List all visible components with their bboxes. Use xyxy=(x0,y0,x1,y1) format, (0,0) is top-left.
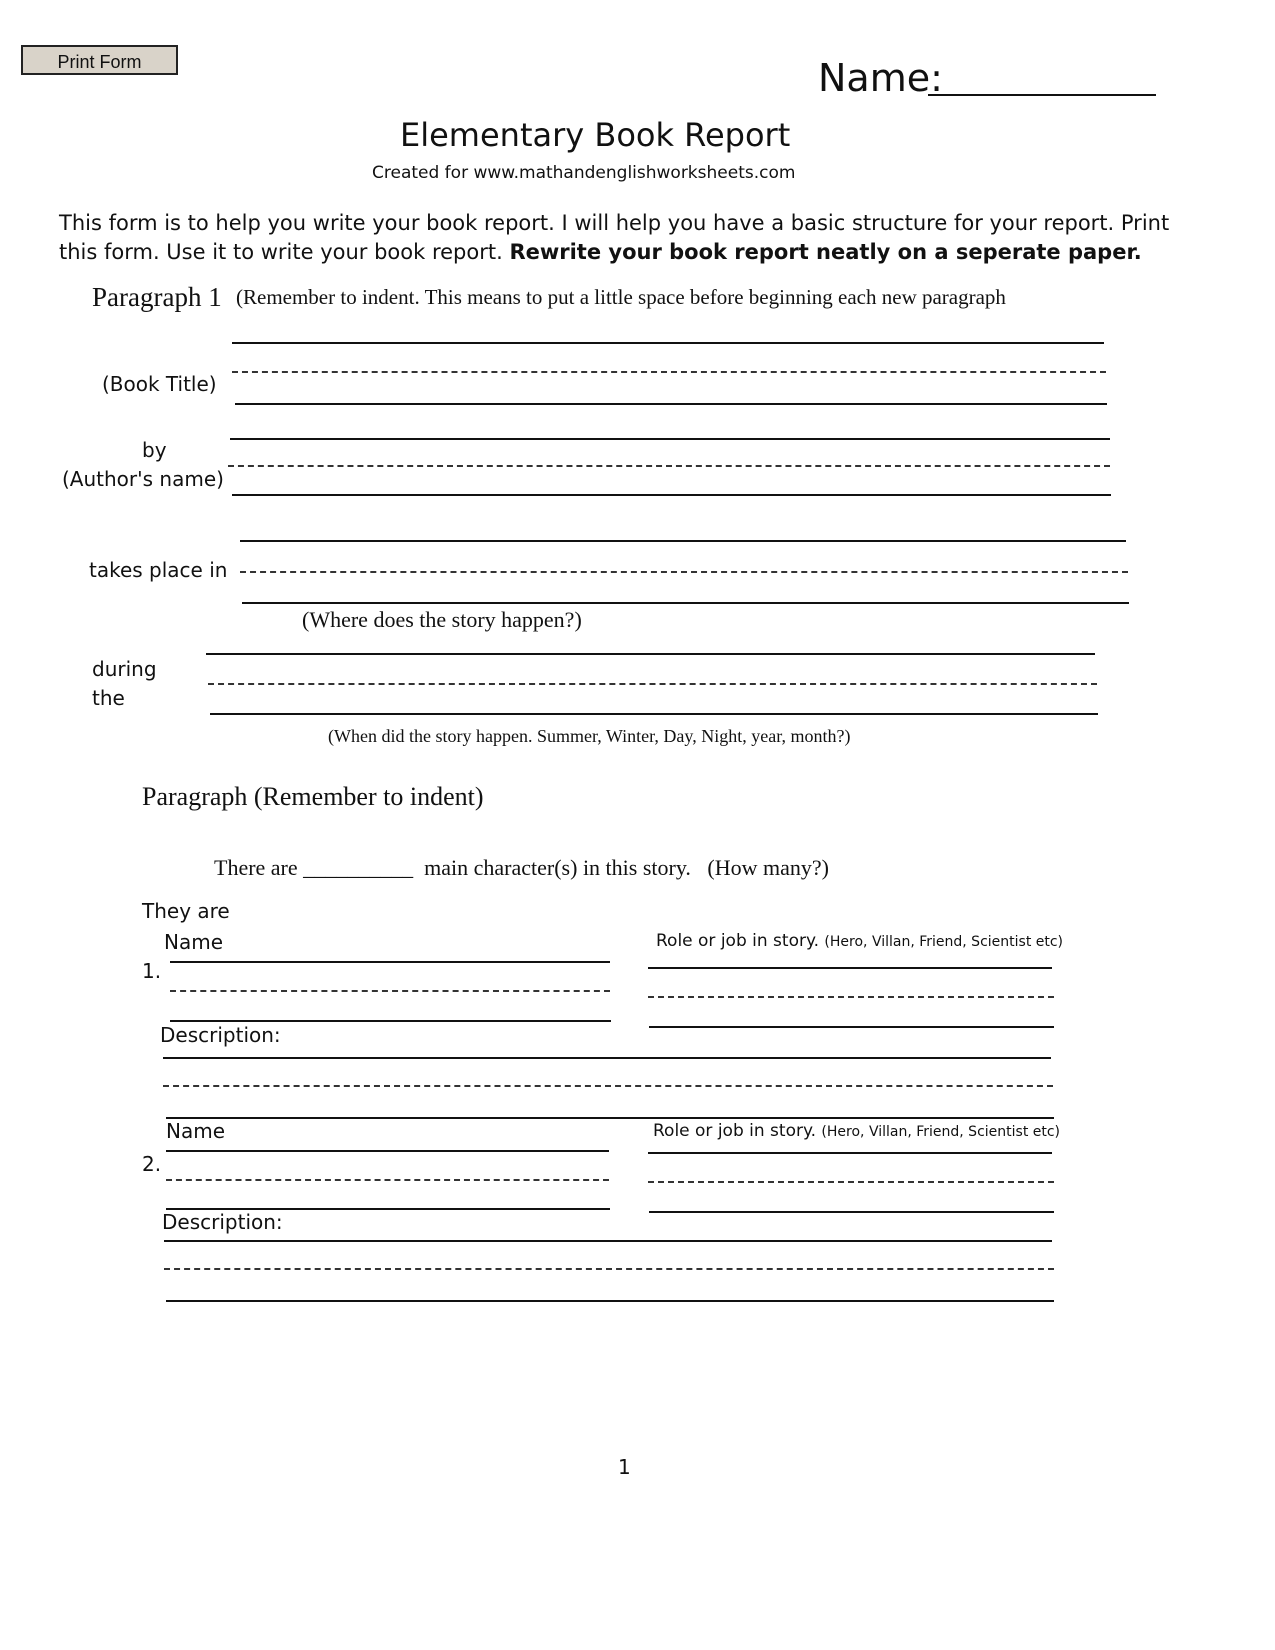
character2-role-text: Role or job in story. xyxy=(653,1121,817,1141)
paragraph1-heading: Paragraph 1 xyxy=(92,282,222,312)
book-title-label: (Book Title) xyxy=(102,372,217,396)
intro-plain: this form. Use it to write your book report. xyxy=(59,240,510,264)
character1-role-text: Role or job in story. xyxy=(656,931,820,951)
intro-line-1: This form is to help you write your book report. I will help you have a basic structure for your report. Print xyxy=(59,211,1170,235)
character1-number: 1. xyxy=(142,959,162,983)
the-label: the xyxy=(92,686,125,710)
book-title-line-2[interactable] xyxy=(232,371,1106,373)
character2-role-hint: (Hero, Villan, Friend, Scientist etc) xyxy=(821,1124,1061,1140)
author-line-1[interactable] xyxy=(230,438,1110,440)
character2-name-line-2[interactable] xyxy=(166,1179,609,1181)
character-count-sentence: There are __________ main character(s) in this story. (How many?) xyxy=(214,855,829,880)
character2-role-line-2[interactable] xyxy=(648,1181,1054,1183)
character1-role-line-1[interactable] xyxy=(648,967,1052,969)
author-line-3[interactable] xyxy=(232,494,1111,496)
character1-role-label xyxy=(656,931,1063,951)
character2-description-line-1[interactable] xyxy=(164,1240,1052,1242)
character1-description-label: Description: xyxy=(160,1023,281,1047)
character1-description-line-1[interactable] xyxy=(163,1057,1051,1059)
name-label: Name: xyxy=(818,56,943,100)
name-field[interactable] xyxy=(928,94,1156,96)
character2-role-line-1[interactable] xyxy=(648,1152,1052,1154)
intro-bold: Rewrite your book report neatly on a seperate paper. xyxy=(509,240,1142,264)
character2-name-line-1[interactable] xyxy=(166,1150,609,1152)
character2-description-label: Description: xyxy=(162,1210,283,1234)
page-number: 1 xyxy=(618,1455,631,1479)
character1-name-label: Name xyxy=(164,930,224,954)
place-line-2[interactable] xyxy=(240,571,1128,573)
character2-description-line-2[interactable] xyxy=(164,1268,1054,1270)
paragraph1-note: (Remember to indent. This means to put a little space before beginning each new paragraph xyxy=(236,285,1006,309)
character2-role-label xyxy=(653,1121,1060,1141)
place-line-3[interactable] xyxy=(242,602,1129,604)
character1-role-hint: (Hero, Villan, Friend, Scientist etc) xyxy=(824,934,1064,950)
character1-role-line-2[interactable] xyxy=(648,996,1054,998)
print-form-button[interactable]: Print Form xyxy=(21,45,178,75)
character2-name-label: Name xyxy=(166,1119,226,1143)
takes-place-label: takes place in xyxy=(89,558,228,582)
time-line-2[interactable] xyxy=(208,683,1097,685)
intro-line-2 xyxy=(59,240,1142,264)
character1-name-line-1[interactable] xyxy=(170,961,610,963)
character1-role-line-3[interactable] xyxy=(649,1026,1054,1028)
time-line-3[interactable] xyxy=(210,713,1098,715)
book-title-line-3[interactable] xyxy=(235,403,1107,405)
author-label: (Author's name) xyxy=(62,467,224,491)
character1-name-line-3[interactable] xyxy=(170,1020,611,1022)
place-line-1[interactable] xyxy=(240,540,1126,542)
time-line-1[interactable] xyxy=(206,653,1095,655)
during-label: during xyxy=(92,657,157,681)
character2-description-line-3[interactable] xyxy=(166,1300,1054,1302)
author-line-2[interactable] xyxy=(228,465,1110,467)
page-title: Elementary Book Report xyxy=(400,116,791,154)
they-are-label: They are xyxy=(142,899,230,923)
character1-description-line-2[interactable] xyxy=(163,1085,1053,1087)
where-hint: (Where does the story happen?) xyxy=(302,607,582,632)
character1-description-line-3[interactable] xyxy=(166,1117,1054,1119)
by-label: by xyxy=(142,438,167,462)
character2-role-line-3[interactable] xyxy=(649,1211,1054,1213)
character1-name-line-2[interactable] xyxy=(170,990,610,992)
paragraph2-heading: Paragraph (Remember to indent) xyxy=(142,782,484,811)
when-hint: (When did the story happen. Summer, Winter, Day, Night, year, month?) xyxy=(328,726,851,746)
book-title-line-1[interactable] xyxy=(232,342,1104,344)
page-subtitle: Created for www.mathandenglishworksheets.com xyxy=(372,163,796,183)
character2-number: 2. xyxy=(142,1152,162,1176)
